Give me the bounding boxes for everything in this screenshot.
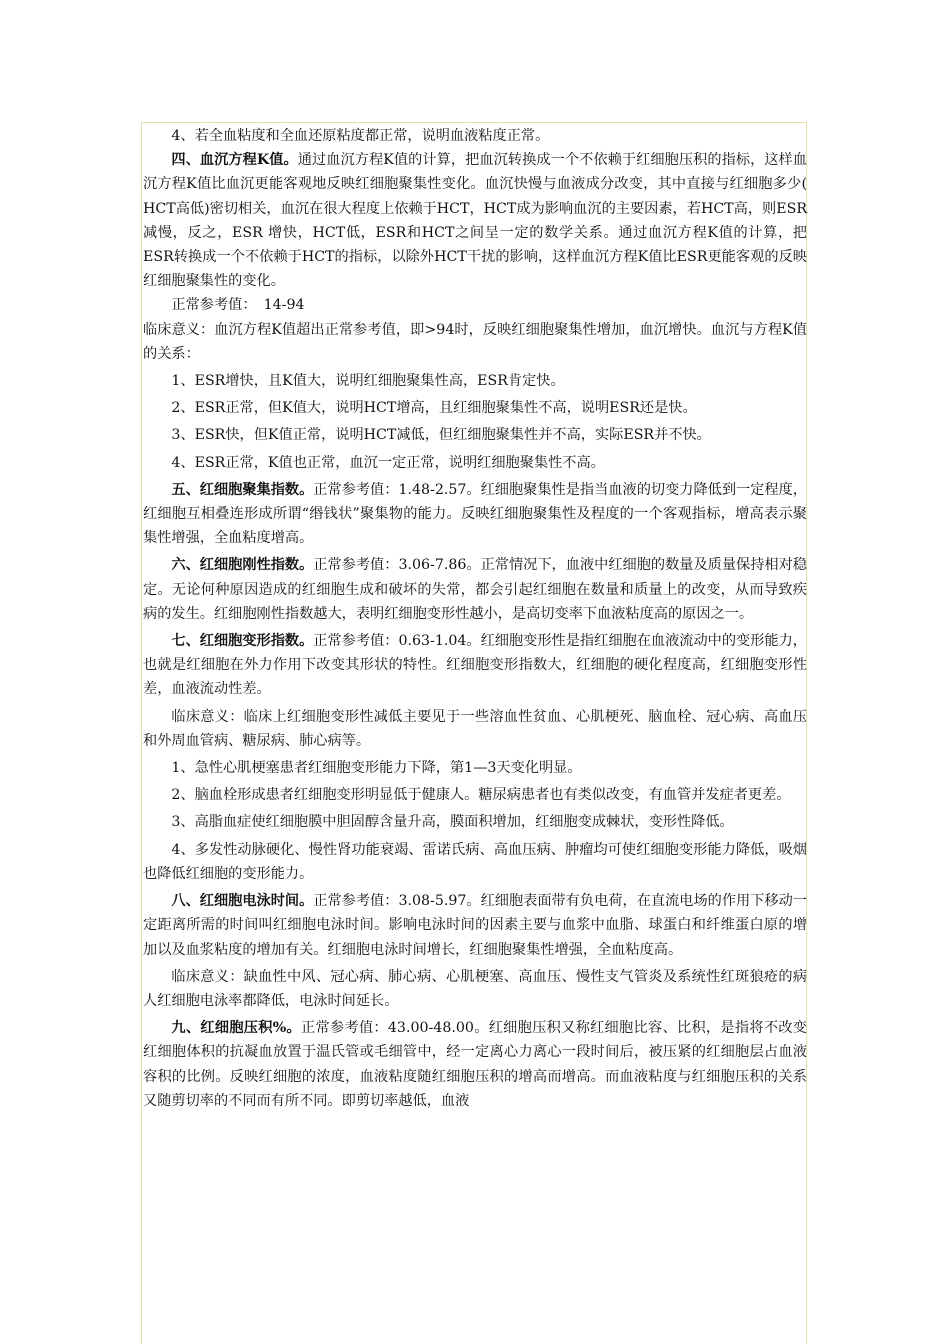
section-heading: 五、红细胞聚集指数。 <box>171 481 314 498</box>
paragraph-section-8: 八、红细胞电泳时间。正常参考值：3.08-5.97。红细胞表面带有负电荷，在直流电场的作用下移动一定距离所需的时间叫红细胞电泳时间。影响电泳时间的因素主要与血浆中血脂、球蛋白和纤维蛋白原的增加以及血浆粘度的增加有关。红细胞电泳时间增长，红细胞聚集性增强，全血粘度高。 <box>143 893 807 958</box>
section-heading: 六、红细胞刚性指数。 <box>171 557 314 574</box>
paragraph-section-9: 九、红细胞压积%。正常参考值：43.00-48.00。红细胞压积又称红细胞比容、比积，是指将不改变红细胞体积的抗凝血放置于温氏管或毛细管中，经一定离心力离心一段时间后，被压紧的红细胞层占血液容积的比例。反映红细胞的浓度，血液粘度随红细胞压积的增高而增高。而血液粘度与红细胞压积的关系又随剪切率的不同而有所不同。即剪切率越低，血液 <box>143 1020 807 1109</box>
paragraph-viscosity-4: 4、若全血粘度和全血还原粘度都正常，说明血液粘度正常。 <box>171 128 550 144</box>
paragraph-clinical-electro: 临床意义：缺血性中风、冠心病、肺心病、心肌梗塞、高血压、慢性支气管炎及系统性红斑狼疮的病人红细胞电泳率都降低，电泳时间延长。 <box>143 968 807 1009</box>
paragraph-section-6: 六、红细胞刚性指数。正常参考值：3.06-7.86。正常情况下，血液中红细胞的数量及质量保持相对稳定。无论何种原因造成的红细胞生成和破坏的失常，都会引起红细胞在数量和质量上的改变，从而导致疾病的发生。红细胞刚性指数越大，表明红细胞变形性越小，是高切变率下血液粘度高的原因之一。 <box>143 557 807 622</box>
section-heading: 九、红细胞压积%。 <box>171 1020 302 1037</box>
paragraph-deform-1: 1、急性心肌梗塞患者红细胞变形能力下降，第1—3天变化明显。 <box>171 760 582 777</box>
paragraph-section-7: 七、红细胞变形指数。正常参考值：0.63-1.04。红细胞变形性是指红细胞在血液流动中的变形能力，也就是红细胞在外力作用下改变其形状的特性。红细胞变形指数大，红细胞的硬化程度高，红细胞变形性差，血液流动性差。 <box>143 633 807 698</box>
paragraph-esr-2: 2、ESR正常，但K值大，说明HCT增高，且红细胞聚集性不高，说明ESR还是快。 <box>171 400 697 417</box>
paragraph-section-5: 五、红细胞聚集指数。正常参考值：1.48-2.57。红细胞聚集性是指当血液的切变力降低到一定程度，红细胞互相叠连形成所谓“缗钱状”聚集物的能力。反映红细胞聚集性及程度的一个客观指标，增高表示聚集性增强，全血粘度增高。 <box>143 481 807 547</box>
paragraph-normal-ref: 正常参考值： 14-94 <box>171 297 305 314</box>
paragraph-deform-3: 3、高脂血症使红细胞膜中胆固醇含量升高，膜面积增加，红细胞变成棘状，变形性降低。 <box>171 814 734 831</box>
paragraph-deform-2: 2、脑血栓形成患者红细胞变形明显低于健康人。糖尿病患者也有类似改变，有血管并发症者更差。 <box>171 787 791 804</box>
paragraph-esr-4: 4、ESR正常，K值也正常，血沉一定正常，说明红细胞聚集性不高。 <box>171 454 605 471</box>
section-heading: 七、红细胞变形指数。 <box>171 633 314 650</box>
paragraph-esr-3: 3、ESR快，但K值正常，说明HCT减低，但红细胞聚集性并不高，实际ESR并不快。 <box>171 427 711 444</box>
section-heading: 八、红细胞电泳时间。 <box>171 893 314 910</box>
section-heading: 四、血沉方程K值。 <box>171 152 298 169</box>
paragraph-esr-1: 1、ESR增快，且K值大，说明红细胞聚集性高，ESR肯定快。 <box>171 373 565 390</box>
paragraph-deform-4: 4、多发性动脉硬化、慢性肾功能衰竭、雷诺氏病、高血压病、肿瘤均可使红细胞变形能力降低，吸烟也降低红细胞的变形能力。 <box>143 841 807 882</box>
paragraph-clinical-k: 临床意义：血沉方程K值超出正常参考值，即>94时，反映红细胞聚集性增加，血沉增快。血沉与方程K值的关系： <box>143 321 807 362</box>
paragraph-section-4: 四、血沉方程K值。通过血沉方程K值的计算，把血沉转换成一个不依赖于红细胞压积的指标，这样血沉方程K值比血沉更能客观地反映红细胞聚集性变化。血沉快慢与血液成分改变，其中直接与红细胞多少( HCT高低)密切相关，血沉在很大程度上依赖于HCT，HCT成为影响血沉的主要因素，若HCT高，则ESR减慢，反之，ESR 增快，HCT低，ESR和HCT之间呈一定的数学关系。通过血沉方程K值的计算，把ESR转换成一个不依赖于HCT的指标，以除外HCT干扰的影响，这样血沉方程K值比ESR更能客观的反映红细胞聚集性的变化。 <box>143 152 807 290</box>
document-body <box>143 124 807 1113</box>
paragraph-clinical-deform: 临床意义：临床上红细胞变形性减低主要见于一些溶血性贫血、心肌梗死、脑血栓、冠心病、高血压和外周血管病、糖尿病、肺心病等。 <box>143 708 807 749</box>
